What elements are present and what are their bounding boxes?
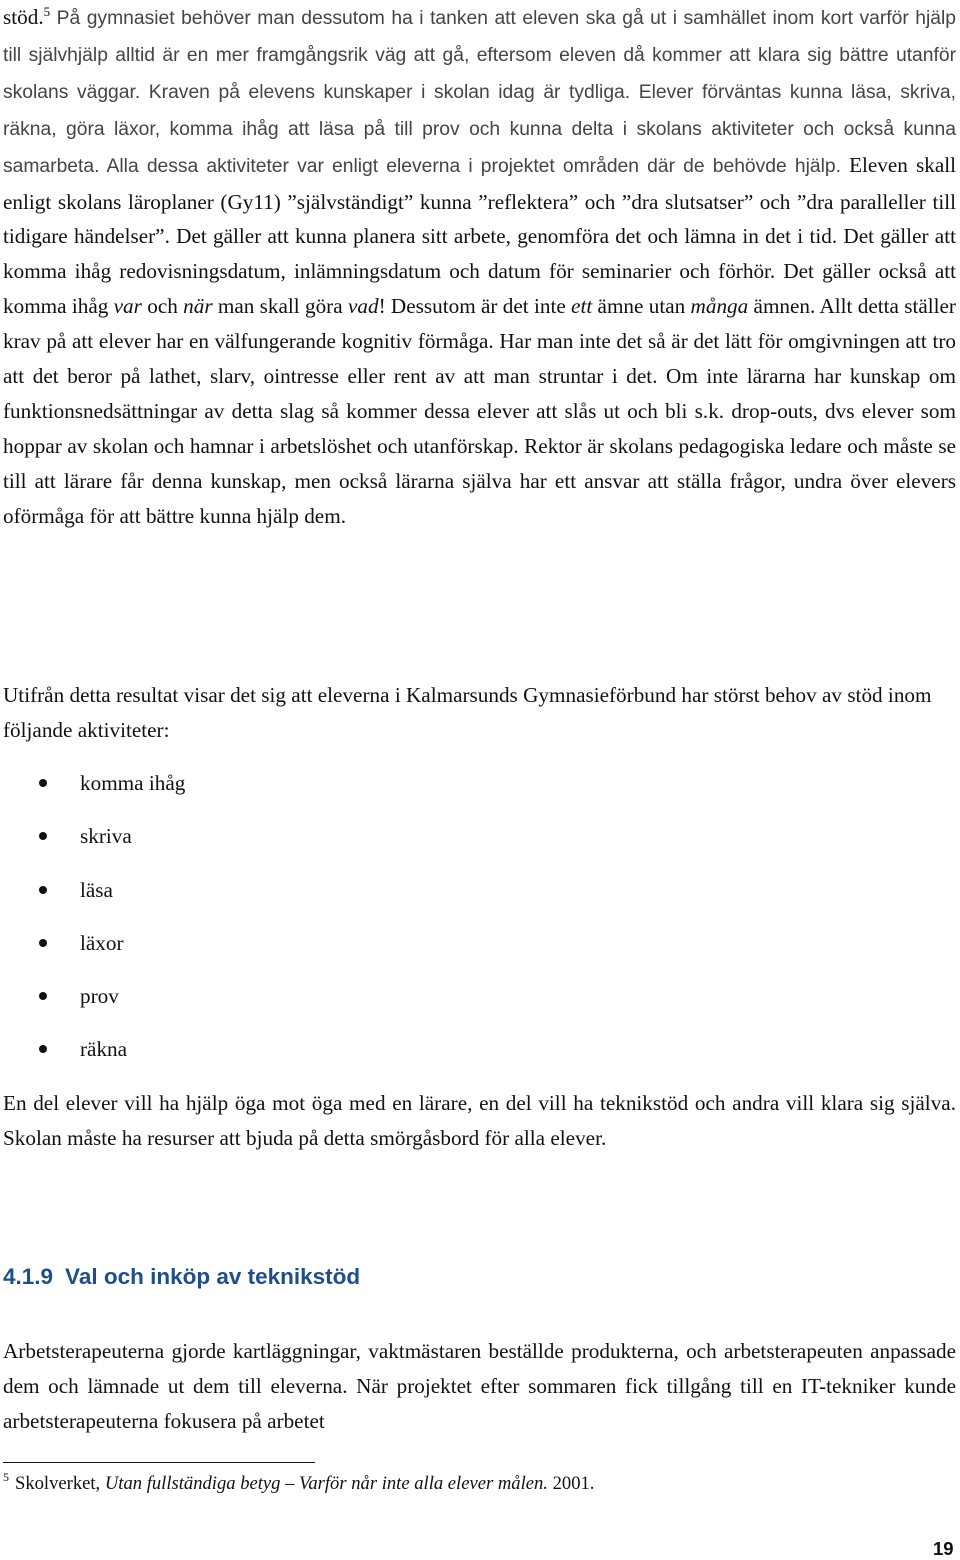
bullet-icon [39, 832, 47, 840]
paragraph-text: ämnen. Allt detta ställer krav på att elever har en välfungerande kognitiv förmåga. Har man inte det så är det lätt för omgivningen att tro att det beror på lathet, slarv, ointresse eller rent av att man struntar i det. Om inte lärarna har kunskap om funktionsnedsättningar av detta slag så kommer dessa elever att slås ut och bli s.k. drop-outs, dvs elever som hoppar av skolan och hamnar i arbetslöshet och utanförskap. Rektor är skolans pedagogiska ledare och måste se till att lärare får denna kunskap, men också lärarna själva har ett ansvar att ställa frågor, undra över elevers oförmåga för att bättre kunna hjälp dem. [3, 294, 956, 528]
list-item-label: läxor [80, 930, 124, 955]
paragraph-text: och [141, 294, 184, 319]
bullet-icon [39, 1045, 47, 1053]
footnote-reference: 5 [43, 4, 51, 19]
emphasis-vad: vad [347, 294, 379, 319]
list-item-label: komma ihåg [80, 771, 186, 795]
section-number: 4.1.9 [3, 1264, 54, 1289]
list-item [3, 978, 185, 1031]
page-number: 19 [933, 1538, 954, 1559]
list-item [3, 1031, 185, 1084]
body-paragraph-4: Arbetsterapeuterna gjorde kartläggningar, vaktmästaren beställde produkterna, och arbetsterapeuten anpassade dem och lämnade ut dem till eleverna. När projektet efter sommaren fick tillgång till en IT-tekniker kunde arbetsterapeuterna fokusera på arbetet [3, 1339, 956, 1433]
footnote-mark: 5 [3, 1470, 9, 1484]
paragraph-text: ! Dessutom är det inte [378, 294, 572, 319]
bullet-icon [39, 886, 47, 894]
activity-list [3, 765, 185, 1085]
bullet-icon [39, 939, 47, 947]
section-heading [3, 1264, 360, 1290]
list-item-label: prov [80, 984, 119, 1009]
list-item [3, 872, 185, 925]
paragraph-lead: stöd. [3, 5, 44, 29]
bullet-icon [39, 992, 47, 1000]
paragraph-text: ämne utan [592, 294, 691, 319]
bullet-icon [39, 779, 47, 787]
list-item-label: läsa [80, 877, 113, 902]
body-paragraph-1 [3, 0, 956, 534]
body-paragraph-3: En del elever vill ha hjälp öga mot öga med en lärare, en del vill ha teknikstöd och andra vill klara sig själva. Skolan måste ha resurser att bjuda på detta smörgåsbord för alla elever. [3, 1091, 956, 1150]
footnote-separator [3, 1462, 315, 1463]
footnote-text: 2001. [547, 1473, 595, 1494]
list-item-label: skriva [80, 824, 132, 849]
emphasis-var: var [113, 294, 142, 319]
emphasis-ett: ett [571, 294, 593, 319]
paragraph-text: Eleven skall enligt skolans läroplaner (Gy11) ”självständigt” kunna ”reflektera” och ”dra slutsatser” och ”dra paralleller till tidigare händelser”. Det gäller att kunna planera sitt arbete, genomföra det och lämna in det i tid. Det gäller att komma ihåg redovisningsdatum, inlämningsdatum och datum för seminarier och förhör. Det gäller också att komma ihåg [3, 152, 956, 319]
paragraph-grey-text: På gymnasiet behöver man dessutom ha i tanken att eleven ska gå ut i samhället inom kort varför hjälp till självhjälp alltid är en mer framgångsrik väg att gå, eftersom eleven då kommer att klara sig bättre utanför skolans väggar. Kraven på elevens kunskaper i skolan idag är tydliga. Elever förväntas kunna läsa, skriva, räkna, göra läxor, komma ihåg att läsa på till prov och kunna delta i skolans aktiviteter och också kunna samarbeta. Alla dessa aktiviteter var enligt eleverna i projektet områden där de behövde hjälp. [3, 8, 956, 177]
footnote [3, 1472, 594, 1496]
list-item-label: räkna [80, 1037, 128, 1062]
section-title: Val och inköp av teknikstöd [65, 1264, 361, 1289]
paragraph-text: man skall göra [212, 294, 348, 319]
footnote-title: Utan fullständiga betyg – Varför når inte alla elever målen. [104, 1473, 548, 1494]
list-item [3, 925, 185, 978]
body-paragraph-2: Utifrån detta resultat visar det sig att eleverna i Kalmarsunds Gymnasieförbund har störst behov av stöd inom följande aktiviteter: [3, 683, 932, 742]
list-item [3, 818, 185, 871]
list-item [3, 765, 185, 818]
footnote-text: Skolverket, [15, 1473, 105, 1494]
emphasis-manga: många [690, 294, 749, 319]
emphasis-nar: när [183, 294, 213, 319]
